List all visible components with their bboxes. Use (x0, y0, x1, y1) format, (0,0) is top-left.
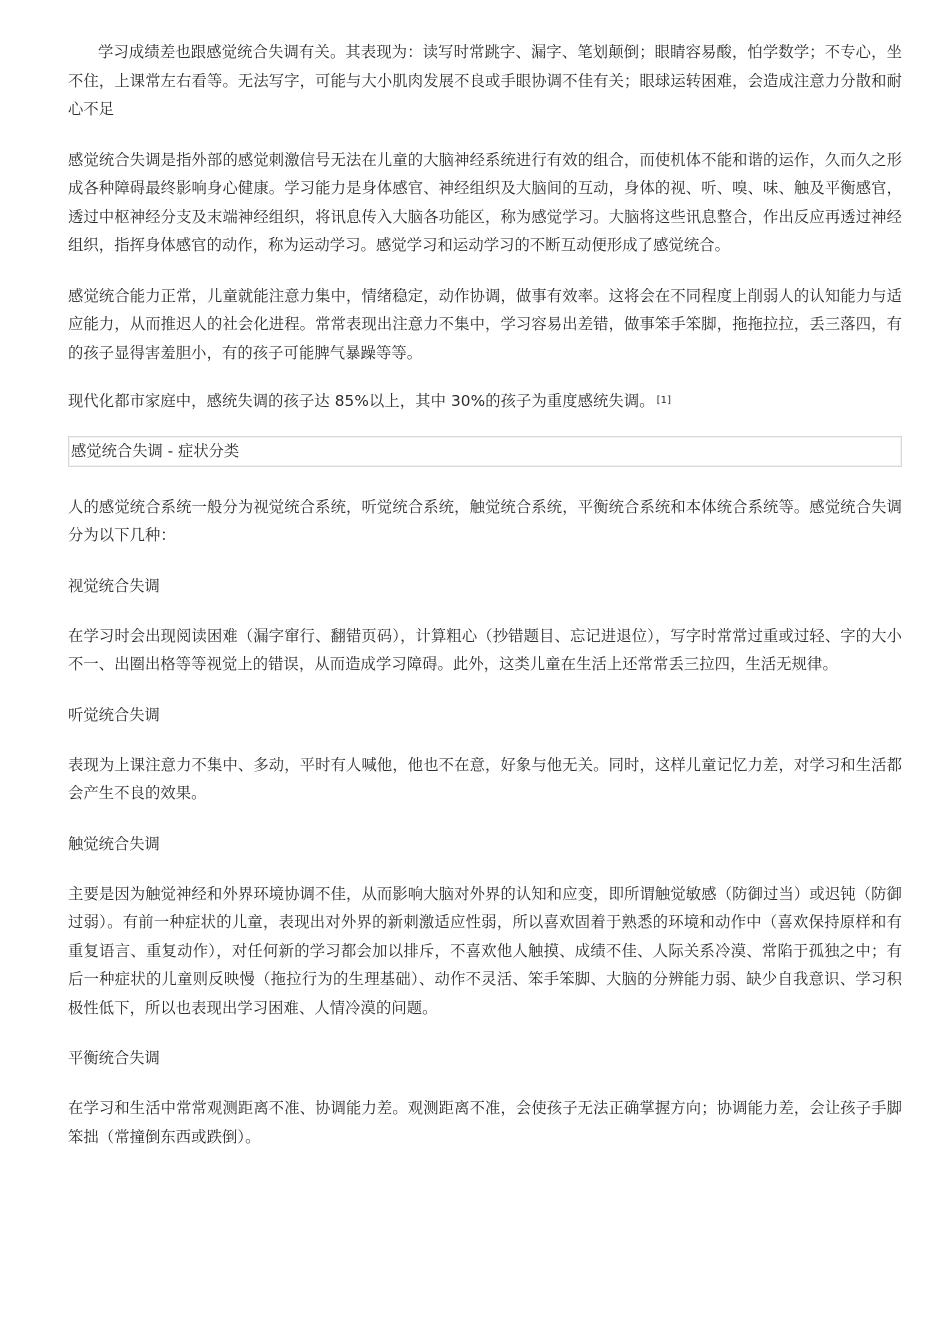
section-heading-box (68, 436, 902, 467)
category-heading-auditory: 听觉统合失调 (68, 705, 160, 724)
category-heading-visual: 视觉统合失调 (68, 576, 160, 595)
category-body-auditory: 表现为上课注意力不集中、多动，平时有人喊他，他也不在意，好象与他无关。同时，这样儿童记忆力差，对学习和生活都会产生不良的效果。 (68, 755, 902, 802)
paragraph-definition: 感觉统合失调是指外部的感觉刺激信号无法在儿童的大脑神经系统进行有效的组合，而使机体不能和谐的运作，久而久之形成各种障碍最终影响身心健康。学习能力是身体感官、神经组织及大脑间的互动，身体的视、听、嗅、味、触及平衡感官，透过中枢神经分支及末端神经组织，将讯息传入大脑各功能区，称为感觉学习。大脑将这些讯息整合，作出反应再透过神经组织，指挥身体感官的动作，称为运动学习。感觉学习和运动学习的不断互动便形成了感觉统合。 (68, 150, 902, 254)
section-title: 感觉统合失调 - 症状分类 (71, 441, 240, 460)
category-body-visual: 在学习时会出现阅读困难（漏字窜行、翻错页码），计算粗心（抄错题目、忘记进退位），写字时常常过重或过轻、字的大小不一、出圈出格等等视觉上的错误，从而造成学习障碍。此外，这类儿童在生活上还常常丢三拉四，生活无规律。 (68, 626, 902, 673)
category-heading-balance: 平衡统合失调 (68, 1049, 160, 1067)
category-body-tactile: 主要是因为触觉神经和外界环境协调不佳，从而影响大脑对外界的认知和应变，即所谓触觉敏感（防御过当）或迟钝（防御过弱）。有前一种症状的儿童，表现出对外界的新刺激适应性弱，所以喜欢固着于熟悉的环境和动作中（喜欢保持原样和有重复语言、重复动作），对任何新的学习都会加以排斥，不喜欢他人触摸、成绩不佳、人际关系冷漠、常陷于孤独之中；有后一种症状的儿童则反映慢（拖拉行为的生理基础）、动作不灵活、笨手笨脚、大脑的分辨能力弱、缺少自我意识、学习积极性低下，所以也表现出学习困难、人情冷漠的问题。 (68, 884, 902, 1017)
statistics-text: 现代化都市家庭中，感统失调的孩子达 85%以上，其中 30%的孩子为重度感统失调。 (68, 392, 655, 410)
paragraph-statistics (68, 387, 902, 416)
section-intro: 人的感觉统合系统一般分为视觉统合系统，听觉统合系统，触觉统合系统，平衡统合系统和本体统合系统等。感觉统合失调分为以下几种： (68, 497, 902, 544)
reference-link[interactable]: [1] (656, 395, 672, 406)
paragraph-intro: 学习成绩差也跟感觉统合失调有关。其表现为：读写时常跳字、漏字、笔划颠倒；眼睛容易酸，怕学数学；不专心，坐不住，上课常左右看等。无法写字，可能与大小肌肉发展不良或手眼协调不佳有关；眼球运转困难，会造成注意力分散和耐心不足 (68, 43, 902, 118)
paragraph-ability: 感觉统合能力正常，儿童就能注意力集中，情绪稳定，动作协调，做事有效率。这将会在不同程度上削弱人的认知能力与适应能力，从而推迟人的社会化进程。常常表现出注意力不集中，学习容易出差错，做事笨手笨脚，拖拖拉拉，丢三落四，有的孩子显得害羞胆小，有的孩子可能脾气暴躁等等。 (68, 286, 902, 362)
document-page (68, 38, 902, 1151)
category-body-balance: 在学习和生活中常常观测距离不准、协调能力差。观测距离不准，会使孩子无法正确掌握方向；协调能力差，会让孩子手脚笨拙（常撞倒东西或跌倒）。 (68, 1099, 902, 1146)
category-heading-tactile: 触觉统合失调 (68, 834, 160, 853)
